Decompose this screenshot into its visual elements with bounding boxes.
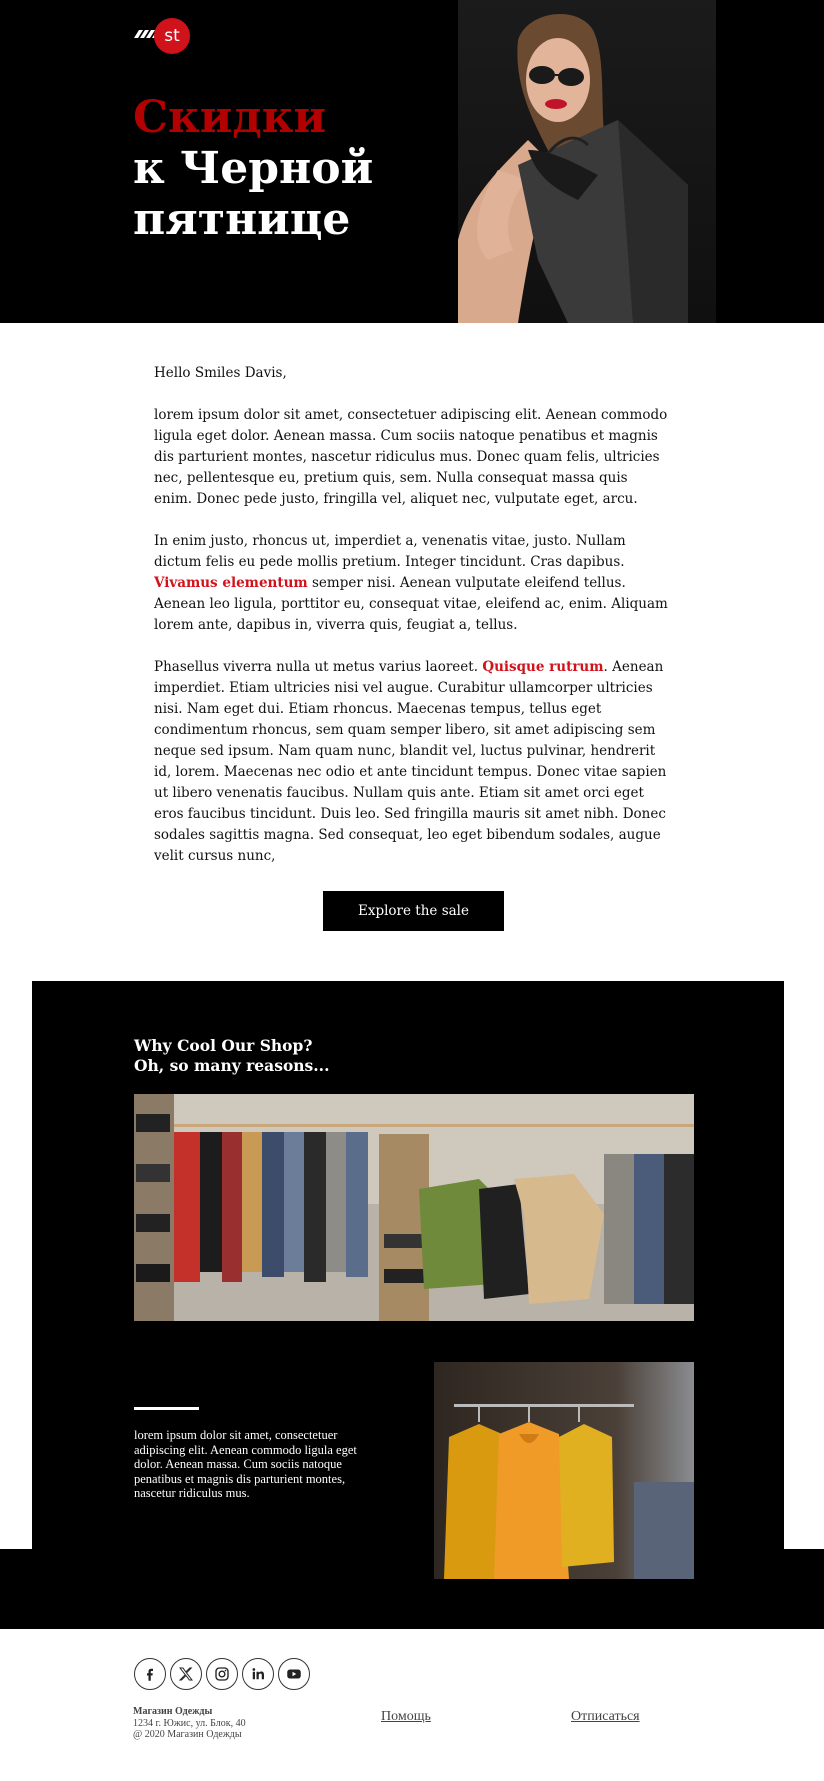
social-links xyxy=(134,1658,310,1690)
copyright: @ 2020 Магазин Одежды xyxy=(133,1729,242,1740)
hero-title xyxy=(133,92,453,245)
explore-sale-button[interactable]: Explore the sale xyxy=(323,891,504,931)
greeting: Hello Smiles Davis, xyxy=(154,365,287,381)
paragraph-3-text-before: Phasellus viverra nulla ut metus varius laoreet. xyxy=(154,659,483,675)
shop-address xyxy=(133,1706,333,1741)
why-title-line-1: Why Cool Our Shop? xyxy=(134,1036,313,1055)
paragraph-2-highlight: Vivamus elementum xyxy=(154,575,308,591)
section-divider xyxy=(134,1407,199,1410)
clothes-on-hangers-photo xyxy=(434,1362,694,1579)
woman-with-shopping-bag-photo xyxy=(458,0,716,323)
paragraph-3-highlight: Quisque rutrum xyxy=(482,659,604,675)
x-icon[interactable] xyxy=(170,1658,202,1690)
paragraph-2-text-before: In enim justo, rhoncus ut, imperdiet a, venenatis vitae, justo. Nullam dictum felis eu pede mollis pretium. Integer tincidunt. Cras dapibus. xyxy=(154,533,626,570)
hero-banner xyxy=(0,0,824,323)
help-link[interactable]: Помощь xyxy=(381,1709,431,1724)
paragraph-2-text-after: semper nisi. Aenean vulputate eleifend tellus. Aenean leo ligula, porttitor eu, consequat vitae, eleifend ac, enim. Aliquam lorem ante, dapibus in, viverra quis, feugiat a, tellus. xyxy=(154,575,668,633)
linkedin-icon[interactable] xyxy=(242,1658,274,1690)
why-title xyxy=(134,1036,434,1076)
clothing-store-interior-photo xyxy=(134,1094,694,1321)
why-title-line-2: Oh, so many reasons... xyxy=(134,1056,330,1075)
brand-logo[interactable] xyxy=(134,18,194,54)
logo-text: st xyxy=(164,26,180,46)
unsubscribe-link[interactable]: Отписаться xyxy=(571,1709,640,1724)
paragraph-2 xyxy=(154,531,669,636)
why-body-text: lorem ipsum dolor sit amet, consectetuer adipiscing elit. Aenean commodo ligula eget dolor. Aenean massa. Cum sociis natoque penatibus et magnis dis parturient montes, nascetur ridiculus mus. xyxy=(134,1428,357,1501)
instagram-icon[interactable] xyxy=(206,1658,238,1690)
hero-title-rest: к Черной пятнице xyxy=(133,143,374,245)
hero-title-accent: Скидки xyxy=(133,92,327,143)
paragraph-3-text-after: . Aenean imperdiet. Etiam ultricies nisi vel augue. Curabitur ullamcorper ultricies nisi. Nam eget dui. Etiam rhoncus. Maecenas tempus, tellus eget condimentum rhoncus, sem quam semper libero, sit amet adipiscing sem neque sed ipsum. Nam quam nunc, blandit vel, luctus pulvinar, hendrerit id, lorem. Maecenas nec odio et ante tincidunt tempus. Donec vitae sapien ut libero venenatis faucibus. Nullam quis ante. Etiam sit amet orci eget eros faucibus tincidunt. Duis leo. Sed fringilla mauris sit amet nibh. Donec sodales sagittis magna. Sed consequat, leo eget bibendum sodales, augue velit cursus nunc, xyxy=(154,659,667,864)
facebook-icon[interactable] xyxy=(134,1658,166,1690)
shop-street: 1234 г. Южис, ул. Блок, 40 xyxy=(133,1717,246,1729)
paragraph-1: lorem ipsum dolor sit amet, consectetuer adipiscing elit. Aenean commodo ligula eget dolor. Aenean massa. Cum sociis natoque penatibus et magnis dis parturient montes, nascetur ridiculus mus. Donec quam felis, ultricies nec, pellentesque eu, pretium quis, sem. Nulla consequat massa quis enim. Donec pede justo, fringilla vel, aliquet nec, vulputate eget, arcu. xyxy=(154,407,668,507)
shop-name: Магазин Одежды xyxy=(133,1706,213,1717)
why-section xyxy=(32,981,784,1629)
youtube-icon[interactable] xyxy=(278,1658,310,1690)
paragraph-3 xyxy=(154,657,669,867)
